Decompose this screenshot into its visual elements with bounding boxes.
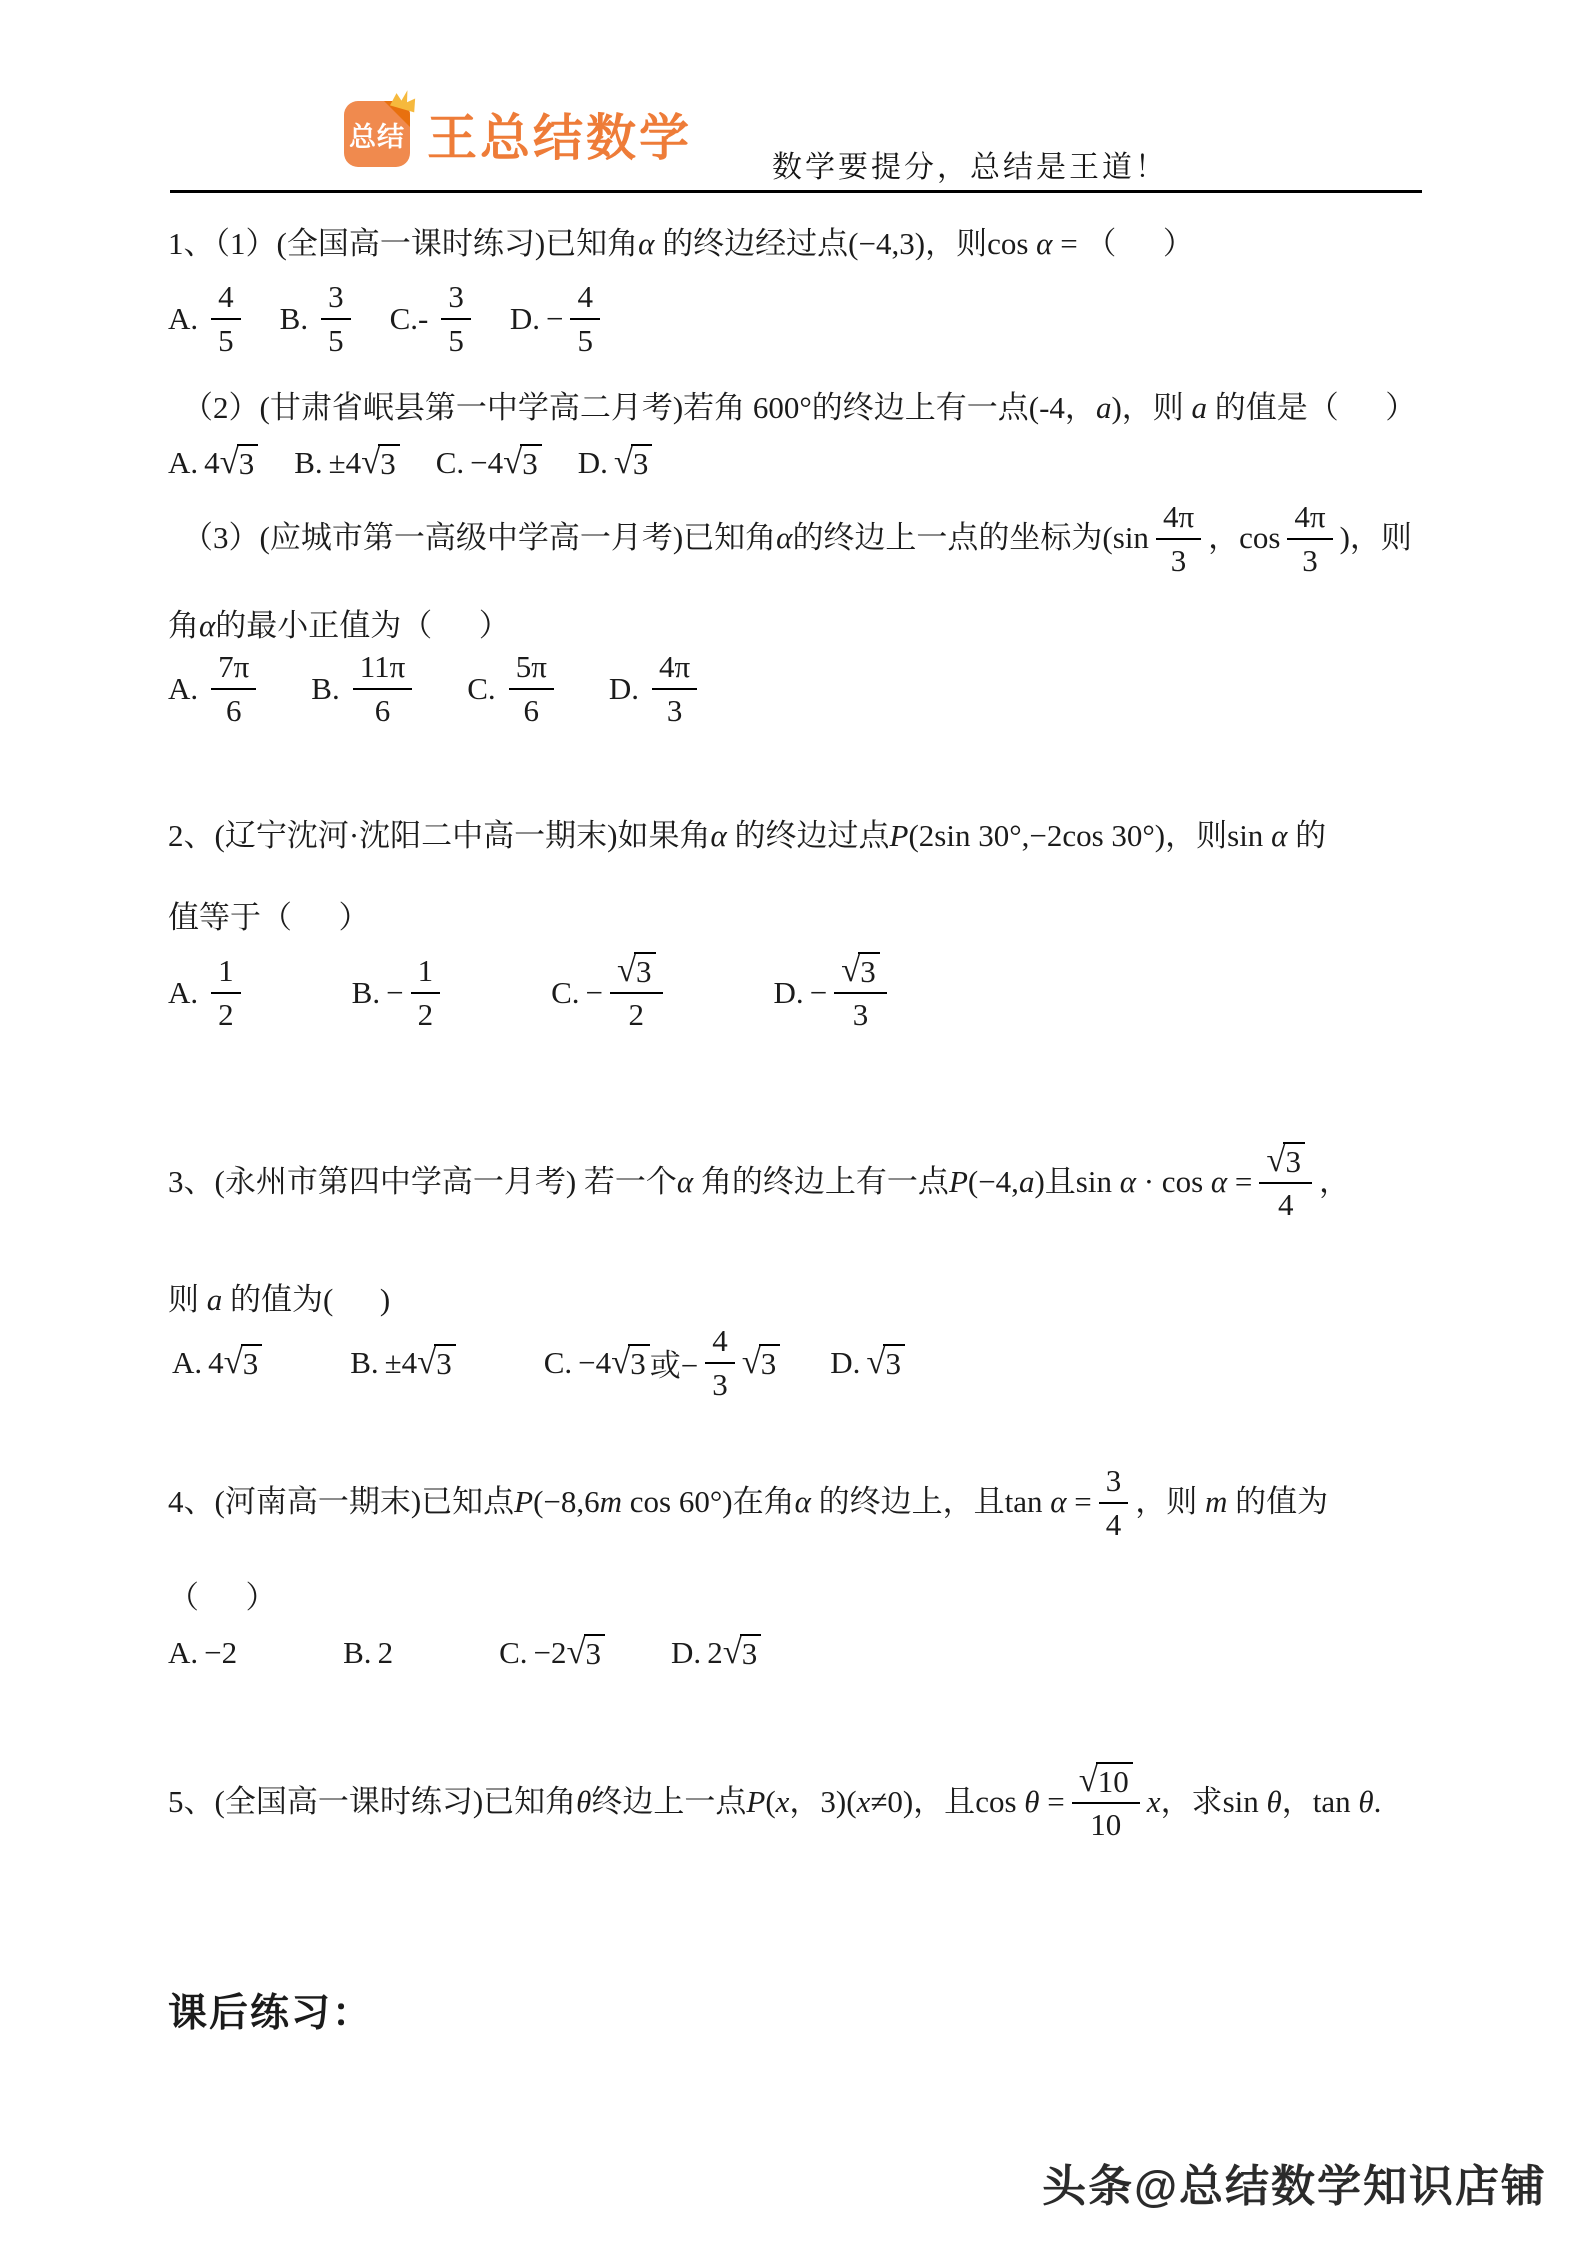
- fraction-denominator: 5: [577, 322, 593, 358]
- math-var: m: [1205, 1484, 1228, 1520]
- radical-icon: √: [361, 442, 381, 481]
- math-text: sin: [1075, 1164, 1120, 1200]
- radical-icon: √: [741, 1341, 761, 1381]
- math-var: P: [746, 1784, 766, 1820]
- coefficient: −2: [533, 1634, 567, 1670]
- coefficient: −4: [578, 1344, 612, 1380]
- math-text: sin: [1227, 818, 1272, 853]
- minus-sign: −: [809, 974, 828, 1010]
- option-b: [294, 444, 400, 482]
- math-var: P: [514, 1484, 534, 1520]
- math-var: α: [1050, 1484, 1067, 1520]
- fraction: [1156, 498, 1201, 580]
- math-var: θ: [576, 1784, 592, 1820]
- radicand: 3: [883, 1344, 905, 1382]
- option-label: C.: [551, 974, 580, 1010]
- option-label: B.: [279, 300, 309, 336]
- math-text: ，3)(: [789, 1784, 857, 1820]
- stem-text: ，则: [1165, 818, 1228, 853]
- problem-1-3-stem: [182, 498, 1412, 580]
- option-label: A.: [172, 1344, 203, 1380]
- answer-blank: 的最小正值为（ ）: [215, 608, 510, 643]
- math-var: α: [710, 818, 727, 853]
- square-root: [1266, 1142, 1305, 1180]
- option-label: D.: [773, 974, 804, 1010]
- problem-3-options: [172, 1322, 905, 1404]
- math-var: α: [1036, 226, 1053, 261]
- math-text: (2sin 30°,−2cos 30°): [908, 818, 1166, 853]
- option-c: [551, 952, 669, 1033]
- radical-icon: √: [223, 1341, 243, 1381]
- coefficient: −4: [470, 444, 504, 480]
- answer-blank: 的值是（ ）: [1207, 390, 1417, 425]
- problem-4-stem-line2: [168, 1578, 277, 1619]
- fraction-numerator: 1: [211, 952, 241, 994]
- problem-3-stem-line2: [168, 1280, 390, 1321]
- math-var: a: [206, 1282, 223, 1317]
- brand-logo-icon: [344, 101, 410, 167]
- fraction-numerator: 4: [570, 278, 600, 320]
- stem-text: )，则: [1339, 520, 1412, 556]
- square-root: [741, 1341, 781, 1382]
- square-root: [617, 952, 656, 990]
- math-text: (−8,6: [533, 1484, 600, 1520]
- option-b: [311, 648, 419, 730]
- stem-text: .: [1373, 1784, 1382, 1820]
- radical-icon: √: [611, 1341, 631, 1381]
- math-var: α: [1271, 818, 1288, 853]
- fraction-denominator: 6: [225, 692, 242, 728]
- answer-blank: 的值为( ): [222, 1282, 391, 1317]
- math-text: =: [1039, 1784, 1065, 1820]
- fraction-denominator: 3: [1302, 542, 1318, 578]
- option-label: A.: [168, 670, 199, 706]
- math-var: x: [1146, 1784, 1161, 1820]
- radicand: 3: [520, 444, 542, 482]
- option-label: B.: [343, 1634, 372, 1670]
- option-label: C.: [543, 1344, 573, 1380]
- stem-text: 则: [168, 1282, 207, 1317]
- logo-badge-text: 总结: [349, 121, 405, 152]
- radicand: 3: [237, 444, 259, 482]
- header-divider: [170, 190, 1422, 193]
- radicand: 3: [628, 1344, 650, 1382]
- problem-2-options: [168, 952, 894, 1034]
- math-text: ≠0)，且: [870, 1784, 976, 1820]
- problem-2-stem-line2: [168, 898, 370, 939]
- math-text: (: [765, 1784, 776, 1820]
- option-b: [343, 1635, 393, 1671]
- stem-text: 4、(河南高一期末)已知点: [168, 1484, 515, 1520]
- minus-sign: −: [585, 974, 603, 1010]
- radical-icon: √: [841, 950, 861, 990]
- math-var: θ: [1358, 1784, 1374, 1820]
- stem-text: 在角: [732, 1484, 795, 1520]
- fraction: [1099, 1462, 1129, 1544]
- math-text: tan: [1004, 1484, 1051, 1520]
- radicand: 3: [759, 1344, 781, 1382]
- square-root: [361, 444, 400, 482]
- radical-icon: √: [566, 1632, 586, 1671]
- math-text: =: [1227, 1164, 1253, 1200]
- fraction: [610, 952, 663, 1033]
- homework-heading: 课后练习：: [168, 1992, 374, 2035]
- fraction-denominator: 6: [523, 692, 540, 728]
- fraction: [570, 278, 600, 360]
- option-a: [168, 952, 248, 1034]
- coefficient: 2: [707, 1634, 723, 1670]
- math-text: sin: [1222, 1784, 1267, 1820]
- fraction-numerator: 5π: [509, 648, 554, 690]
- fraction: [211, 648, 256, 730]
- stem-text: （3）(应城市第一高级中学高一月考)已知角: [182, 520, 777, 556]
- math-var: α: [776, 520, 793, 556]
- fraction-denominator: 2: [628, 996, 645, 1032]
- math-var: α: [199, 608, 216, 643]
- radical-icon: √: [616, 950, 637, 990]
- answer-blank: （ ）: [168, 1580, 277, 1615]
- stem-text: 的终边上一点的坐标为(sin: [792, 520, 1149, 556]
- fraction-denominator: 3: [712, 1366, 728, 1402]
- fraction: [1259, 1142, 1312, 1223]
- fraction-numerator: 4: [705, 1322, 735, 1364]
- radical-icon: √: [722, 1632, 742, 1671]
- square-root: [503, 444, 542, 482]
- fraction: [211, 278, 241, 360]
- tagline: 数学要提分，总结是王道！: [772, 151, 1168, 184]
- stem-text: 角: [168, 608, 199, 643]
- problem-1-1-options: [168, 278, 607, 360]
- radicand: 3: [631, 444, 653, 482]
- square-root: [1079, 1762, 1133, 1800]
- math-text: tan: [1312, 1784, 1359, 1820]
- stem-text: （2）(甘肃省岷县第一中学高二月考)若角 600°的终边上有一点(-4，: [182, 390, 1096, 425]
- radicand: 3: [740, 1634, 762, 1672]
- problem-1-3-stem-line2: [168, 606, 510, 647]
- option-label: D.: [671, 1634, 702, 1670]
- stem-text: 1、（1）(全国高一课时练习)已知角: [168, 226, 639, 261]
- option-label: D.: [830, 1344, 861, 1380]
- option-a: [172, 1341, 262, 1382]
- minus-sign: −: [386, 974, 404, 1010]
- radical-icon: √: [417, 1341, 437, 1381]
- fraction: [441, 278, 471, 360]
- problem-3-stem: [168, 1142, 1350, 1223]
- coefficient: ±4: [384, 1344, 418, 1380]
- fraction-numerator: [1072, 1762, 1140, 1804]
- fraction-numerator: 4π: [1287, 498, 1332, 540]
- fraction-numerator: [610, 952, 663, 994]
- fraction-numerator: 11π: [353, 648, 413, 690]
- stem-text: ，则: [1135, 1484, 1206, 1520]
- math-var: x: [775, 1784, 790, 1820]
- option-c: [467, 648, 561, 730]
- stem-text: 角的终边上有一点: [693, 1164, 949, 1200]
- radical-icon: √: [866, 1341, 886, 1381]
- radical-icon: √: [1266, 1140, 1286, 1179]
- option-a: [168, 278, 248, 360]
- fraction-denominator: 3: [666, 692, 683, 728]
- fraction-numerator: [1259, 1142, 1312, 1184]
- answer-blank: 值等于（ ）: [168, 900, 370, 935]
- option-d: [830, 1341, 905, 1382]
- option-c: [544, 1322, 781, 1404]
- option-value: −2: [204, 1634, 238, 1670]
- option-label: A.: [168, 1634, 199, 1670]
- math-text: ): [1034, 1164, 1045, 1200]
- square-root: [614, 444, 653, 482]
- math-var: P: [948, 1164, 968, 1200]
- watermark: 头条@总结数学知识店铺: [1042, 2162, 1547, 2211]
- math-var: α: [676, 1164, 694, 1200]
- radical-icon: √: [503, 442, 523, 481]
- fraction: [705, 1322, 735, 1404]
- option-a: [168, 648, 263, 730]
- radicand: 3: [434, 1344, 456, 1382]
- stem-text: 的终边上，且: [810, 1484, 1005, 1520]
- fraction-denominator: 6: [374, 692, 391, 728]
- math-var: P: [889, 818, 909, 853]
- option-c: [390, 278, 478, 360]
- problem-4-stem: [168, 1462, 1328, 1544]
- square-root: [417, 1341, 456, 1382]
- square-root: [841, 952, 880, 990]
- radicand: 3: [634, 952, 656, 990]
- math-var: m: [599, 1484, 623, 1520]
- fraction-denominator: 3: [852, 996, 869, 1032]
- option-value: 2: [377, 1634, 394, 1670]
- stem-text: 终边上一点: [591, 1784, 747, 1820]
- option-label: C.: [499, 1634, 528, 1670]
- problem-1-3-options: [168, 648, 704, 730]
- brand-name: 王总结数学: [427, 110, 692, 166]
- math-text: =: [1066, 1484, 1092, 1520]
- fraction-numerator: 4π: [652, 648, 697, 690]
- fraction-denominator: 2: [218, 996, 234, 1032]
- or-text: 或−: [649, 1348, 699, 1384]
- fraction: [1287, 498, 1332, 580]
- stem-text: 的值为: [1227, 1484, 1329, 1520]
- option-label: C.: [435, 444, 465, 480]
- fraction-numerator: [834, 952, 887, 994]
- math-var: a: [1095, 390, 1112, 425]
- stem-text: ，cos: [1208, 520, 1281, 556]
- square-root: [220, 444, 259, 482]
- fraction: [353, 648, 413, 730]
- math-var: α: [638, 226, 655, 261]
- problem-1-2-options: [168, 444, 652, 482]
- option-label: C.-: [389, 300, 429, 336]
- option-d: [609, 648, 704, 730]
- radical-icon: √: [613, 442, 633, 481]
- option-label: B.: [311, 670, 340, 706]
- radicand: 3: [1283, 1142, 1305, 1180]
- radicand: 3: [241, 1344, 263, 1382]
- fraction: [1072, 1762, 1140, 1843]
- fraction-numerator: 4: [211, 278, 241, 320]
- option-b: [280, 278, 358, 360]
- math-text: cos: [987, 226, 1037, 261]
- radicand: 3: [584, 1634, 606, 1672]
- fraction: [321, 278, 351, 360]
- coefficient: 4: [204, 444, 220, 480]
- fraction-denominator: 3: [1170, 542, 1187, 578]
- minus-sign: −: [545, 300, 564, 336]
- radical-icon: √: [219, 442, 239, 481]
- stem-text: 的终边经过点(−4,3)，则: [654, 226, 988, 261]
- option-label: C.: [467, 670, 496, 706]
- fraction-numerator: 1: [411, 952, 441, 994]
- stem-text: ，: [1281, 1784, 1313, 1820]
- radical-icon: √: [1078, 1760, 1098, 1799]
- option-d: [774, 952, 894, 1033]
- option-b: [350, 1341, 456, 1382]
- option-c: [436, 444, 542, 482]
- fraction-denominator: 4: [1277, 1186, 1294, 1222]
- option-d: [578, 444, 653, 482]
- math-var: α: [794, 1484, 811, 1520]
- option-label: B.: [294, 444, 323, 480]
- option-label: D.: [608, 670, 639, 706]
- math-text: cos 60°): [622, 1484, 733, 1520]
- fraction-denominator: 4: [1105, 1506, 1122, 1542]
- problem-1-2-stem: [182, 388, 1416, 429]
- math-text: · cos: [1135, 1164, 1211, 1200]
- problem-5-stem: [168, 1762, 1381, 1843]
- option-label: A.: [168, 300, 199, 336]
- radicand: 3: [858, 952, 880, 990]
- radicand: 3: [378, 444, 400, 482]
- fraction-numerator: 3: [321, 278, 351, 320]
- stem-text: 3、(永州市第四中学高一月考) 若一个: [168, 1164, 677, 1200]
- answer-blank: = （ ）: [1052, 226, 1194, 261]
- option-d: [671, 1634, 761, 1672]
- fraction: [509, 648, 554, 730]
- radicand: 10: [1096, 1762, 1133, 1800]
- fraction-denominator: 2: [417, 996, 434, 1032]
- stem-text: 且: [1044, 1164, 1076, 1200]
- option-label: D.: [577, 444, 608, 480]
- square-root: [223, 1341, 263, 1382]
- coefficient: 4: [208, 1344, 224, 1380]
- stem-text: 的终边过点: [726, 818, 890, 853]
- problem-1-1-stem: [168, 224, 1194, 265]
- option-label: B.: [350, 1344, 379, 1380]
- option-label: A.: [168, 974, 199, 1010]
- fraction: [834, 952, 887, 1033]
- square-root: [566, 1634, 605, 1672]
- stem-text: ，求: [1160, 1784, 1223, 1820]
- option-a: [168, 444, 258, 482]
- fraction: [411, 952, 441, 1034]
- option-label: B.: [351, 974, 381, 1010]
- math-var: a: [1191, 390, 1208, 425]
- option-d: [510, 278, 607, 360]
- stem-text: 5、(全国高一课时练习)已知角: [168, 1784, 577, 1820]
- square-root: [611, 1341, 650, 1382]
- math-var: x: [856, 1784, 871, 1820]
- option-a: [168, 1635, 237, 1671]
- stem-text: 2、(辽宁沈河·沈阳二中高一期末)如果角: [168, 818, 711, 853]
- math-var: θ: [1024, 1784, 1040, 1820]
- option-label: D.: [509, 300, 540, 336]
- option-c: [499, 1634, 605, 1672]
- coefficient: ±4: [328, 444, 362, 480]
- math-text: cos: [975, 1784, 1025, 1820]
- fraction-denominator: 5: [448, 322, 464, 358]
- fraction: [211, 952, 241, 1034]
- fraction: [652, 648, 697, 730]
- brand-logo: [344, 98, 692, 170]
- math-var: α: [1210, 1164, 1228, 1200]
- problem-2-stem: [168, 816, 1326, 857]
- option-label: A.: [168, 444, 199, 480]
- stem-text: )，则: [1111, 390, 1192, 425]
- stem-text: ，: [1318, 1164, 1350, 1200]
- fraction-denominator: 5: [218, 322, 234, 358]
- math-var: α: [1119, 1164, 1136, 1200]
- fraction-denominator: 5: [328, 322, 344, 358]
- stem-text: 的: [1287, 818, 1327, 853]
- problem-4-options: [168, 1634, 761, 1672]
- square-root: [866, 1341, 905, 1382]
- math-var: θ: [1266, 1784, 1282, 1820]
- fraction-numerator: 3: [1099, 1462, 1129, 1504]
- math-text: (−4,: [967, 1164, 1019, 1200]
- fraction-denominator: 10: [1090, 1806, 1122, 1842]
- fraction-numerator: 7π: [211, 648, 256, 690]
- square-root: [723, 1634, 762, 1672]
- option-b: [352, 952, 447, 1034]
- math-var: a: [1018, 1164, 1035, 1200]
- fraction-numerator: 3: [441, 278, 471, 320]
- fraction-numerator: 4π: [1156, 498, 1201, 540]
